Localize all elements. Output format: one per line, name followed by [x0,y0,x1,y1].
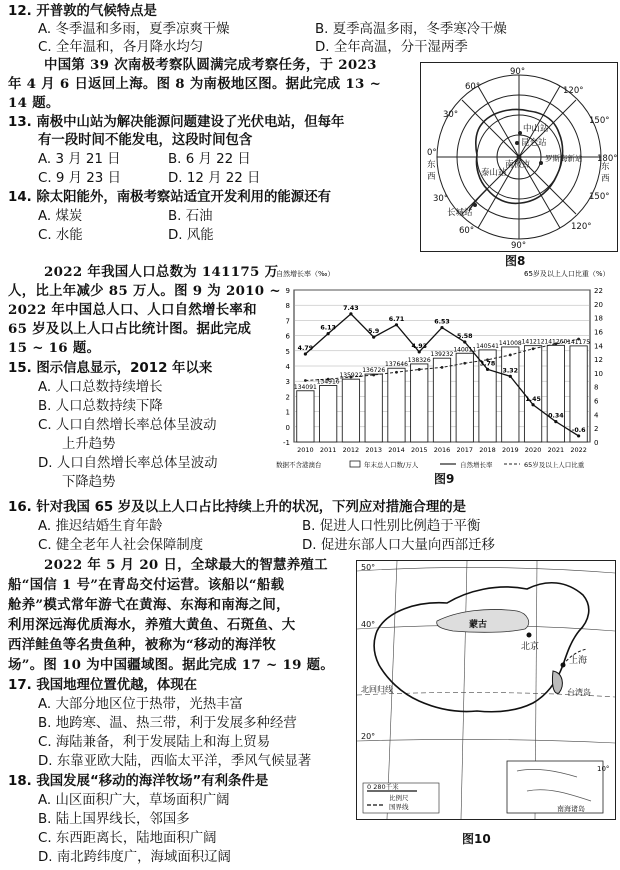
fig9-rate-label: 1.45 [525,395,541,403]
fig9-bar-label: 141008 [498,339,522,347]
fig9-right-tick: 20 [594,300,603,309]
passage3-line1: 2022 年 5 月 20 日，全球最大的智慧养殖工 [44,557,328,573]
fig10-label-20: 20° [361,732,376,741]
q17-option-a: A. 大部分地区位于热带，光热丰富 [38,697,243,712]
q12-option-a: A. 冬季温和多雨，夏季凉爽干燥 [38,22,230,37]
fig9-rate-point [531,403,534,406]
fig9-x-tick: 2011 [319,446,337,454]
fig8-label-changcheng: 长城站 [447,208,473,218]
fig10-label-10: 10° [597,765,610,773]
q18-stem: 18. 我国发展“移动的海洋牧场”有利条件是 [8,774,269,789]
fig9-left-tick: 4 [285,363,290,371]
fig9-caption: 图9 [434,472,455,486]
fig9-x-tick: 2017 [456,446,474,454]
fig9-legend-note: 数据不含港澳台 [276,461,322,469]
q13-stem-line2: 有一段时间不能发电，这段时间包含 [38,133,253,148]
fig9-x-tick: 2013 [365,446,382,454]
fig9-rate-label: 6.13 [320,324,336,332]
fig9-left-tick: 0 [285,423,290,432]
fig9-left-axis-title: 自然增长率（‰） [276,270,335,278]
fig9-rate-label: 6.71 [388,315,405,323]
fig10-label-beijing: 北京 [521,642,540,652]
fig9-bar [388,368,405,442]
fig9-right-tick: 12 [594,356,603,365]
fig9-x-tick: 2016 [433,446,451,454]
fig9-bar [456,353,473,442]
q13-option-b: B. 6 月 22 日 [168,152,251,167]
fig9-left-tick: 1 [285,408,290,417]
fig8-label-60-b: 60° [459,226,475,236]
fig9-bar-label: 138326 [407,356,431,364]
q17-option-b: B. 地跨寒、温、热三带，利于发展多种经营 [38,716,297,731]
passage3-line2: 船“国信 1 号”在青岛交付运营。该船以“船载 [8,577,285,593]
fig8-label-zhongshan: 中山站 [523,124,549,134]
fig9-bar [320,386,337,442]
fig9-rate-label: 4.93 [411,342,428,350]
fig8-label-150-b: 150° [589,192,610,202]
q14-option-b: B. 石油 [168,209,213,224]
q17-stem: 17. 我国地理位置优越，体现在 [8,678,198,693]
fig9-legend-rate: 自然增长率 [460,461,493,469]
fig9-left-tick: 6 [285,332,290,341]
fig10-lon-2 [461,561,467,819]
fig9-rate-point [509,375,512,378]
q15-option-d-line2: 下降趋势 [62,475,116,490]
fig9-aged-point [463,362,466,365]
fig8-label-150-r: 150° [589,116,610,126]
figure-8-antarctica-map [420,62,618,252]
figure-9-population-chart [272,266,616,470]
q15-stem: 15. 图示信息显示，2012 年以来 [8,361,213,376]
fig9-legend-bar-swatch [350,461,360,467]
passage2-line4: 65 岁及以上人口占比统计图。据此完成 [8,321,252,337]
q17-option-c: C. 海陆兼备，利于发展陆上和海上贸易 [38,735,271,750]
fig9-aged-point [532,347,535,350]
fig9-rate-point [577,434,580,437]
passage2-line3: 2022 年中国总人口、人口自然增长率和 [8,302,257,318]
fig8-label-xi: 西 [427,172,436,182]
fig10-caption: 图10 [462,832,491,846]
q12-option-d: D. 全年高温，分干湿两季 [315,40,468,55]
fig9-rate-point [372,336,375,339]
fig9-rate-point [327,332,330,335]
fig8-label-0: 0° [427,148,437,158]
fig9-left-tick: 5 [285,347,290,356]
fig8-label-kunlun: 昆仑站 [521,138,547,148]
fig9-bar [297,391,314,442]
fig9-right-tick: 10 [594,369,603,378]
fig8-label-luoshi: 罗斯海新站 [545,154,583,163]
fig9-right-tick: 0 [594,439,599,447]
fig9-bar-label: 136726 [362,367,386,375]
q15-option-a: A. 人口总数持续增长 [38,380,163,395]
fig10-label-mongolia: 蒙古 [469,620,488,630]
q18-option-c: C. 东西距离长，陆地面积广阔 [38,831,217,846]
q12-option-b: B. 夏季高温多雨，冬季寒冷干燥 [315,22,507,37]
passage1-line3: 14 题。 [8,95,60,111]
fig9-rate-label: 4.79 [297,344,314,352]
fig8-label-xi-r: 西 [601,174,610,184]
fig9-bar [502,347,519,442]
q14-option-c: C. 水能 [38,228,83,243]
fig9-right-tick: 6 [594,397,599,406]
fig10-label-taiwan: 台湾岛 [567,688,591,697]
fig9-rate-label: 0.34 [548,412,564,420]
q14-option-a: A. 煤炭 [38,209,83,224]
q18-option-d: D. 南北跨纬度广，海域面积辽阔 [38,850,231,865]
fig9-aged-point [509,354,512,357]
q18-option-a: A. 山区面积广大，草场面积广阔 [38,793,230,808]
q15-option-b: B. 人口总数持续下降 [38,399,163,414]
fig8-label-180: 180° [597,154,617,164]
fig10-south-china-sea-inset [507,761,603,813]
fig8-label-taishan: 泰山站 [481,168,507,178]
fig9-x-tick: 2020 [524,446,542,454]
q16-stem: 16. 针对我国 65 岁及以上人口占比持续上升的状况，下列应对措施合理的是 [8,500,467,515]
fig9-bar-label: 140541 [476,342,499,350]
fig9-rate-label: 5.9 [368,328,380,336]
passage3-line3: 舱养”模式常年游弋在黄海、东海和南海之间， [8,597,290,613]
fig8-label-30-b: 30° [433,194,449,204]
fig9-rate-point [395,323,398,326]
q14-stem: 14. 除太阳能外，南极考察站适宜开发利用的能源还有 [8,190,331,205]
fig9-bar-label: 140011 [453,346,477,354]
fig9-rate-point [486,368,489,371]
q13-stem-line1: 13. 南极中山站为解决能源问题建设了光伏电站，但每年 [8,115,345,130]
fig8-luoshi-dot [539,161,543,165]
fig9-right-tick: 8 [594,383,599,392]
fig9-legend-bar: 年末总人口数/万人 [364,461,419,469]
fig8-kunlun-dot [515,141,519,145]
passage3-line6: 场”。图 10 为中国疆域图。据此完成 17 ~ 19 题。 [8,657,335,673]
figure-10-china-map [356,560,616,820]
passage2-line1: 2022 年我国人口总数为 141175 万 [44,264,279,280]
fig10-lat-20 [357,739,615,743]
fig9-rate-label: -0.6 [571,426,586,434]
q16-option-a: A. 推迟结婚生育年龄 [38,519,163,534]
fig8-label-120: 120° [563,86,584,96]
fig10-label-nanhai: 南海诸岛 [557,805,585,813]
q15-option-c-line1: C. 人口自然增长率总体呈波动 [38,418,217,433]
fig10-lat-50 [357,567,615,573]
fig9-x-tick: 2010 [297,446,314,454]
fig10-label-40: 40° [361,620,376,629]
passage2-line5: 15 ~ 16 题。 [8,340,101,356]
passage1-line1: 中国第 39 次南极考察队圆满完成考察任务，于 2023 [44,57,377,73]
q13-option-c: C. 9 月 23 日 [38,171,121,186]
fig10-beijing-dot [527,633,532,638]
passage3-line5: 西洋鲑鱼等名贵鱼种，被称为“移动的海洋牧 [8,637,277,653]
fig9-right-axis-title: 65岁及以上人口比重（%） [524,270,610,278]
fig8-label-90-top: 90° [510,67,526,77]
fig9-x-tick: 2018 [479,446,496,454]
fig9-aged-point [304,379,307,382]
q16-option-c: C. 健全老年人社会保障制度 [38,538,204,553]
fig9-left-tick: 8 [285,302,290,311]
fig9-bar-label: 141260 [544,338,568,346]
fig9-right-tick: 18 [594,314,603,323]
fig9-rate-point [349,312,352,315]
fig9-right-tick: 2 [594,425,599,434]
fig9-legend-aged: 65岁及以上人口比重 [524,461,585,469]
fig10-shanghai-dot [561,663,566,668]
fig9-bar-label: 134091 [293,383,317,391]
fig9-bar-label: 141175 [567,338,591,346]
fig9-rate-label: 5.58 [456,332,473,340]
fig9-x-tick: 2014 [388,446,405,454]
fig9-rate-label: 3.78 [479,360,496,368]
fig9-aged-point [395,371,398,374]
fig8-label-120-b: 120° [571,222,592,232]
fig9-rate-point [304,352,307,355]
q15-option-d-line1: D. 人口自然增长率总体呈波动 [38,456,218,471]
fig9-x-tick: 2012 [342,446,360,454]
q16-option-d: D. 促进东部人口大量向西部迁移 [302,538,495,553]
fig9-right-tick: 16 [594,328,603,337]
passage1-line2: 年 4 月 6 日返回上海。图 8 为南极地区图。据此完成 13 ~ [8,76,382,92]
fig10-label-50: 50° [361,563,376,572]
fig9-rate-point [463,340,466,343]
fig9-left-tick: 7 [285,317,290,326]
fig10-scale-text: 0 280千米 [367,783,399,791]
fig9-right-tick: 22 [594,287,603,295]
fig10-label-tropic: 北回归线 [361,685,393,694]
fig9-rate-point [418,350,421,353]
fig9-aged-point [418,368,421,371]
fig9-x-tick: 2019 [502,446,519,454]
fig9-bar-label: 141212 [521,338,545,346]
fig9-x-tick: 2015 [410,446,428,454]
fig10-legend-border-text: 国界线 [389,803,409,811]
fig9-left-tick: 3 [285,378,290,387]
q15-option-c-line2: 上升趋势 [62,437,116,452]
fig9-left-tick: 2 [285,393,290,402]
fig9-rate-point [554,420,557,423]
fig10-scale-sub: 比例尺 [389,794,409,802]
q12-stem: 12. 开普敦的气候特点是 [8,4,157,19]
fig9-bar [547,345,564,442]
fig9-rate-label: 7.43 [343,304,359,312]
q17-option-d: D. 东靠亚欧大陆，西临太平洋，季风气候显著 [38,754,312,769]
fig8-label-90-b: 90° [511,241,527,251]
fig8-zhongshan-dot [518,131,522,135]
fig8-changcheng-dot [473,203,477,207]
fig9-left-tick: 9 [285,287,290,295]
q12-option-c: C. 全年温和，各月降水均匀 [38,40,204,55]
fig9-rate-label: 6.53 [434,318,450,326]
q14-option-d: D. 风能 [168,228,214,243]
fig8-south-pole-dot [517,155,522,160]
fig9-right-tick: 14 [594,342,603,351]
passage2-line2: 人，比上年减少 85 万人。图 9 为 2010 ~ [8,283,281,299]
fig9-x-tick: 2022 [570,446,587,454]
fig9-bar-label: 137646 [385,361,408,369]
fig9-x-tick: 2021 [547,446,565,454]
fig9-bar [524,346,541,442]
passage3-line4: 利用深远海优质海水，养殖大黄鱼、石斑鱼、大 [8,617,296,633]
fig9-aged-point [441,366,444,369]
fig9-bar [433,358,450,442]
fig8-label-dong-r: 东 [601,162,610,172]
fig9-left-tick: -1 [283,439,290,447]
fig9-bar-label: 135922 [339,372,363,380]
fig9-rate-label: 3.32 [502,367,519,375]
fig8-label-dong: 东 [427,160,436,170]
fig8-caption: 图8 [505,254,526,268]
fig9-bar-label: 134916 [316,378,340,386]
fig9-bar [342,379,359,442]
fig9-bar [411,364,428,442]
fig8-label-60: 60° [465,82,481,92]
q13-option-a: A. 3 月 21 日 [38,152,121,167]
fig9-right-tick: 4 [594,411,599,420]
q13-option-d: D. 12 月 22 日 [168,171,261,186]
fig9-bar [365,374,382,442]
fig10-taiwan-shape [552,671,562,693]
fig8-label-south-pole: 南极点 [505,160,531,170]
q18-option-b: B. 陆上国界线长，邻国多 [38,812,190,827]
fig8-label-30: 30° [443,110,459,120]
fig9-rate-point [440,326,443,329]
fig10-label-shanghai: 上海 [569,656,588,666]
fig9-bar-label: 139232 [430,351,454,359]
q16-option-b: B. 促进人口性别比例趋于平衡 [302,519,481,534]
